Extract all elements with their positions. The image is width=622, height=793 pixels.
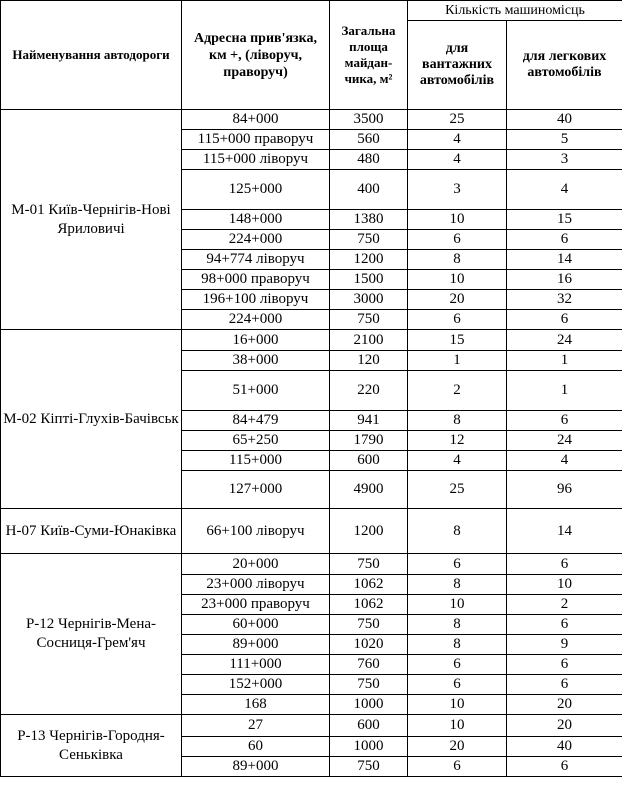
area-cell: 760 xyxy=(330,655,408,675)
trucks-cell: 8 xyxy=(408,509,507,554)
area-cell: 750 xyxy=(330,615,408,635)
trucks-cell: 8 xyxy=(408,575,507,595)
cars-cell: 2 xyxy=(507,595,622,615)
trucks-cell: 8 xyxy=(408,615,507,635)
area-cell: 1500 xyxy=(330,270,408,290)
trucks-cell: 2 xyxy=(408,371,507,411)
area-cell: 3500 xyxy=(330,110,408,130)
header-cars: для легкових автомобілів xyxy=(507,21,622,110)
address-cell: 23+000 ліворуч xyxy=(182,575,330,595)
address-cell: 111+000 xyxy=(182,655,330,675)
cars-cell: 5 xyxy=(507,130,622,150)
area-cell: 1380 xyxy=(330,210,408,230)
header-address: Адресна прив'язка, км +, (ліворуч, праворуч) xyxy=(182,1,330,110)
trucks-cell: 15 xyxy=(408,330,507,351)
cars-cell: 40 xyxy=(507,110,622,130)
cars-cell: 4 xyxy=(507,170,622,210)
trucks-cell: 25 xyxy=(408,471,507,509)
area-cell: 560 xyxy=(330,130,408,150)
road-name-cell: М-02 Кіпті-Глухів-Бачівськ xyxy=(1,330,182,509)
cars-cell: 6 xyxy=(507,554,622,575)
cars-cell: 6 xyxy=(507,310,622,330)
cars-cell: 24 xyxy=(507,431,622,451)
address-cell: 115+000 праворуч xyxy=(182,130,330,150)
road-name-cell: Н-07 Київ-Суми-Юнаківка xyxy=(1,509,182,554)
area-cell: 750 xyxy=(330,554,408,575)
trucks-cell: 12 xyxy=(408,431,507,451)
address-cell: 98+000 праворуч xyxy=(182,270,330,290)
address-cell: 125+000 xyxy=(182,170,330,210)
address-cell: 23+000 праворуч xyxy=(182,595,330,615)
area-cell: 1020 xyxy=(330,635,408,655)
trucks-cell: 25 xyxy=(408,110,507,130)
cars-cell: 20 xyxy=(507,695,622,715)
cars-cell: 16 xyxy=(507,270,622,290)
table-body xyxy=(1,110,622,777)
address-cell: 66+100 ліворуч xyxy=(182,509,330,554)
cars-cell: 40 xyxy=(507,737,622,757)
cars-cell: 3 xyxy=(507,150,622,170)
area-cell: 941 xyxy=(330,411,408,431)
trucks-cell: 6 xyxy=(408,230,507,250)
address-cell: 148+000 xyxy=(182,210,330,230)
cars-cell: 9 xyxy=(507,635,622,655)
trucks-cell: 6 xyxy=(408,757,507,777)
cars-cell: 6 xyxy=(507,675,622,695)
trucks-cell: 10 xyxy=(408,695,507,715)
address-cell: 127+000 xyxy=(182,471,330,509)
cars-cell: 32 xyxy=(507,290,622,310)
area-cell: 1200 xyxy=(330,250,408,270)
address-cell: 152+000 xyxy=(182,675,330,695)
address-cell: 94+774 ліворуч xyxy=(182,250,330,270)
cars-cell: 20 xyxy=(507,715,622,737)
cars-cell: 6 xyxy=(507,615,622,635)
trucks-cell: 1 xyxy=(408,351,507,371)
address-cell: 89+000 xyxy=(182,757,330,777)
area-cell: 120 xyxy=(330,351,408,371)
header-parking-count: Кількість машиномісць xyxy=(408,1,622,21)
address-cell: 16+000 xyxy=(182,330,330,351)
cars-cell: 1 xyxy=(507,371,622,411)
cars-cell: 6 xyxy=(507,411,622,431)
address-cell: 89+000 xyxy=(182,635,330,655)
address-cell: 27 xyxy=(182,715,330,737)
address-cell: 84+000 xyxy=(182,110,330,130)
trucks-cell: 3 xyxy=(408,170,507,210)
area-cell: 1062 xyxy=(330,595,408,615)
address-cell: 20+000 xyxy=(182,554,330,575)
header-area: Загальна площа майдан-чика, м² xyxy=(330,1,408,110)
area-cell: 1062 xyxy=(330,575,408,595)
table-row xyxy=(1,715,622,737)
address-cell: 115+000 xyxy=(182,451,330,471)
area-cell: 400 xyxy=(330,170,408,210)
cars-cell: 10 xyxy=(507,575,622,595)
road-name-cell: М-01 Київ-Чернігів-Нові Яриловичі xyxy=(1,110,182,330)
area-cell: 4900 xyxy=(330,471,408,509)
area-cell: 1200 xyxy=(330,509,408,554)
trucks-cell: 10 xyxy=(408,715,507,737)
area-cell: 3000 xyxy=(330,290,408,310)
cars-cell: 15 xyxy=(507,210,622,230)
trucks-cell: 10 xyxy=(408,210,507,230)
trucks-cell: 10 xyxy=(408,595,507,615)
address-cell: 51+000 xyxy=(182,371,330,411)
address-cell: 196+100 ліворуч xyxy=(182,290,330,310)
cars-cell: 24 xyxy=(507,330,622,351)
address-cell: 65+250 xyxy=(182,431,330,451)
trucks-cell: 4 xyxy=(408,150,507,170)
cars-cell: 14 xyxy=(507,509,622,554)
cars-cell: 6 xyxy=(507,655,622,675)
address-cell: 38+000 xyxy=(182,351,330,371)
trucks-cell: 4 xyxy=(408,130,507,150)
trucks-cell: 6 xyxy=(408,310,507,330)
table-row xyxy=(1,330,622,351)
cars-cell: 6 xyxy=(507,757,622,777)
road-name-cell: Р-13 Чернігів-Городня-Сеньківка xyxy=(1,715,182,777)
address-cell: 115+000 ліворуч xyxy=(182,150,330,170)
road-name-cell: Р-12 Чернігів-Мена-Сосниця-Грем'яч xyxy=(1,554,182,715)
cars-cell: 1 xyxy=(507,351,622,371)
address-cell: 60+000 xyxy=(182,615,330,635)
trucks-cell: 8 xyxy=(408,250,507,270)
area-cell: 480 xyxy=(330,150,408,170)
trucks-cell: 6 xyxy=(408,655,507,675)
header-road-name: Найменування автодороги xyxy=(1,1,182,110)
cars-cell: 4 xyxy=(507,451,622,471)
trucks-cell: 20 xyxy=(408,737,507,757)
address-cell: 84+479 xyxy=(182,411,330,431)
area-cell: 1000 xyxy=(330,737,408,757)
area-cell: 750 xyxy=(330,310,408,330)
cars-cell: 14 xyxy=(507,250,622,270)
trucks-cell: 6 xyxy=(408,554,507,575)
area-cell: 1790 xyxy=(330,431,408,451)
table-row xyxy=(1,110,622,130)
area-cell: 600 xyxy=(330,715,408,737)
trucks-cell: 8 xyxy=(408,635,507,655)
address-cell: 224+000 xyxy=(182,310,330,330)
area-cell: 750 xyxy=(330,230,408,250)
area-cell: 220 xyxy=(330,371,408,411)
trucks-cell: 6 xyxy=(408,675,507,695)
area-cell: 600 xyxy=(330,451,408,471)
cars-cell: 6 xyxy=(507,230,622,250)
table-row xyxy=(1,509,622,554)
trucks-cell: 10 xyxy=(408,270,507,290)
area-cell: 2100 xyxy=(330,330,408,351)
cars-cell: 96 xyxy=(507,471,622,509)
address-cell: 168 xyxy=(182,695,330,715)
area-cell: 750 xyxy=(330,757,408,777)
trucks-cell: 4 xyxy=(408,451,507,471)
trucks-cell: 20 xyxy=(408,290,507,310)
area-cell: 750 xyxy=(330,675,408,695)
address-cell: 224+000 xyxy=(182,230,330,250)
address-cell: 60 xyxy=(182,737,330,757)
trucks-cell: 8 xyxy=(408,411,507,431)
table-row xyxy=(1,554,622,575)
header-trucks: для вантажних автомобілів xyxy=(408,21,507,110)
area-cell: 1000 xyxy=(330,695,408,715)
